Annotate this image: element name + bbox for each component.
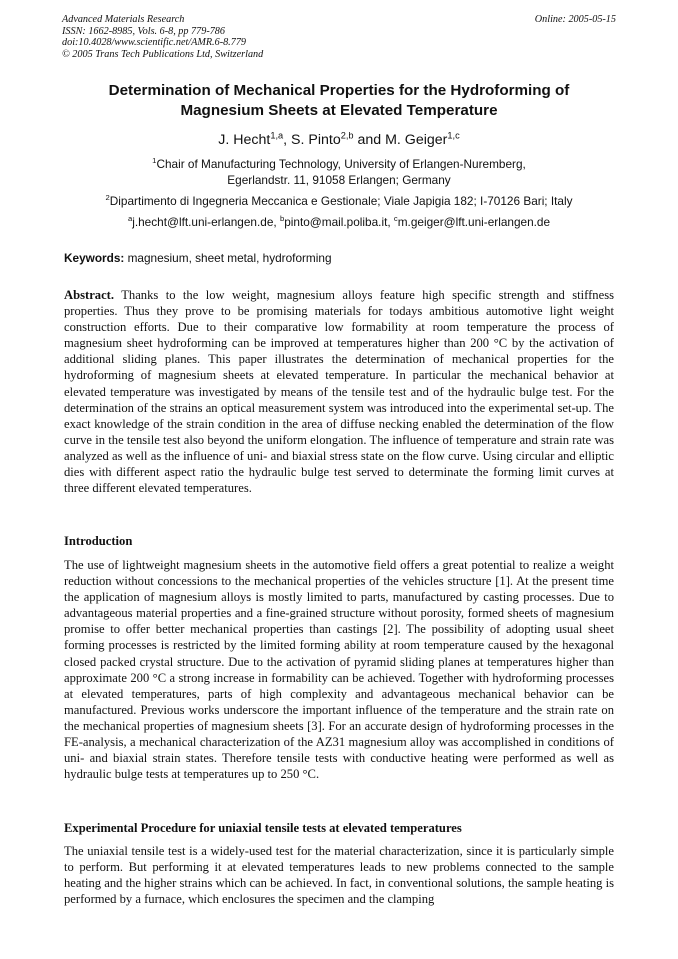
online-date: Online: 2005-05-15 — [534, 14, 616, 25]
abstract-text: Thanks to the low weight, magnesium alloys feature high specific strength and stiffness properties. Thus they prove to be promising materials for todays ambitious automotive light weight construction efforts. Due to their comparative low formability at room temperature the process of magnesium sheet hydroforming can be improved at temperatures higher than 200 °C by the activation of additional sliding planes. This paper illustrates the determination of mechanical properties for the hydroforming of magnesium sheets at elevated temperature. In particular the mechanical behavior at elevated temperature was investigated by means of the tensile test and of the hydraulic bulge test. For the determination of the strains an optical measurement system was introduced into the experimental set-up. The exact knowledge of the strain condition in the area of diffuse necking enabled the determination of the flow curve in the tensile test also beyond the uniform elongation. The influence of temperature and strain rate was analyzed as well as the influence of uni- and biaxial stress state on the flow curve. Using circular and elliptic dies with different aspect ratio the hydraulic bulge test served to determinate the forming limit curves at three different elevated temperatures. — [64, 288, 614, 496]
email-mark: b — [279, 214, 285, 224]
author-list — [40, 131, 638, 149]
title-line-1: Determination of Mechanical Properties for the Hydroforming of — [108, 82, 570, 99]
author-emails — [40, 214, 638, 230]
affiliation-1-text: Chair of Manufacturing Technology, University of Erlangen-Nuremberg, — [156, 157, 526, 171]
abstract — [64, 287, 614, 496]
affiliation-1-line-2: Egerlandstr. 11, 91058 Erlangen; Germany — [227, 173, 451, 187]
title-line-2: Magnesium Sheets at Elevated Temperature — [180, 102, 498, 119]
copyright-line: © 2005 Trans Tech Publications Ltd, Switzerland — [62, 48, 264, 60]
email-mark: c — [393, 214, 398, 224]
keywords — [64, 251, 624, 266]
author-affiliation-mark: 2,b — [340, 130, 354, 141]
email-link: m.geiger@lft.uni-erlangen.de — [397, 215, 551, 229]
author-separator: and — [353, 132, 386, 148]
email-link: pinto@mail.poliba.it, — [284, 215, 394, 229]
author-affiliation-mark: 1,c — [447, 130, 460, 141]
email-mark: a — [127, 214, 133, 224]
experimental-heading: Experimental Procedure for uniaxial tensile tests at elevated temperatures — [64, 821, 462, 835]
introduction-text: The use of lightweight magnesium sheets in the automotive field offers a great potential to realize a weight reduction without concessions to the mechanical properties of the vehicles structure [1]. At the present time the application of magnesium alloys is mostly limited to parts, manufactured by casting processes. Due to advantageous material properties and a fine-grained structure without porosity, formed sheets of magnesium promise to offer better mechanical properties than castings [2]. The possibility of adopting usual sheet forming processes is restricted by the limited forming ability at room temperature caused by the hexagonal closed packed crystal structure. Due to the activation of pyramid sliding planes at temperatures higher than approximate 200 °C a strong increase in formability can be achieved. Together with hydroforming processes at elevated temperatures, parts of high complexity and advantageous mechanical behavior can be manufactured. Previous works underscore the important influence of the temperature and the strain rate on the mechanical properties of magnesium sheets [3]. For an accurate design of hydroforming processes in the FE-analysis, a mechanical characterization of the AZ31 magnesium alloy was accomplished in conditions of uni- and biaxial strain states. Therefore tensile tests with conductive heating were performed as well as hydraulic bulge tests at temperatures up to 250 °C. — [64, 558, 614, 782]
affiliation-mark: 2 — [105, 193, 110, 203]
affiliation-1-line-1 — [40, 156, 638, 172]
keywords-text: magnesium, sheet metal, hydroforming — [124, 251, 332, 265]
introduction-heading: Introduction — [64, 534, 133, 548]
author-affiliation-mark: 1,a — [270, 130, 284, 141]
abstract-label: Abstract. — [64, 288, 115, 302]
journal-header — [62, 14, 616, 60]
affiliation-2 — [40, 193, 638, 209]
affiliation-mark: 1 — [152, 156, 157, 166]
doi-line: doi:10.4028/www.scientific.net/AMR.6-8.779 — [62, 37, 247, 49]
experimental-text: The uniaxial tensile test is a widely-used test for the material characterization, since it is particularly simple to perform. But performing it at elevated temperatures leads to new problems connected to the sample heating and the higher strains which can be achieved. In fact, in conventional solutions, the sample heating is performed by a furnace, which enclosures the specimen and the clamping — [64, 844, 614, 907]
email-link: j.hecht@lft.uni-erlangen.de, — [132, 215, 280, 229]
affiliation-2-text: Dipartimento di Ingegneria Meccanica e Gestionale; Viale Japigia 182; I-70126 Bari; Italy — [109, 194, 573, 208]
keywords-label: Keywords: — [64, 251, 125, 265]
author-name: J. Hecht — [218, 132, 271, 148]
affiliation-1 — [40, 156, 638, 188]
issn-line: ISSN: 1662-8985, Vols. 6-8, pp 779-786 — [62, 25, 225, 37]
author-separator: , — [283, 132, 292, 148]
author-name: S. Pinto — [291, 132, 341, 148]
journal-name: Advanced Materials Research — [62, 14, 185, 25]
journal-info — [62, 14, 616, 60]
author-name: M. Geiger — [385, 132, 448, 148]
paper-title — [40, 81, 638, 121]
